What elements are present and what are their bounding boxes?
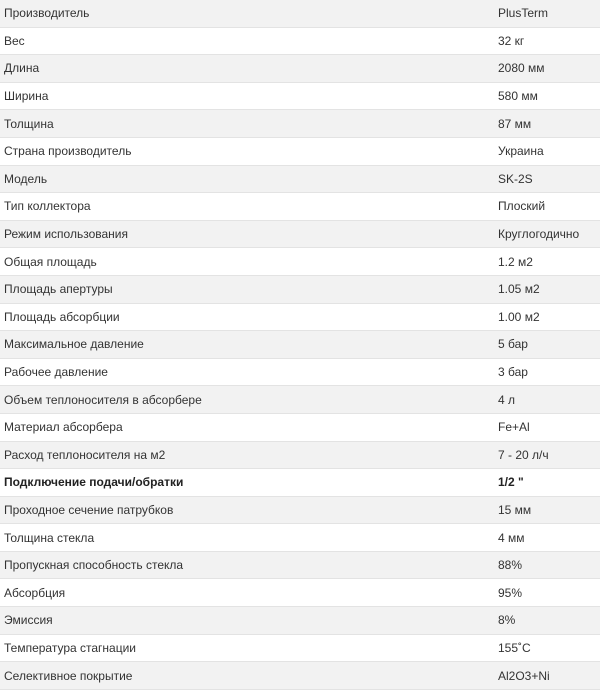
spec-row bbox=[0, 137, 600, 165]
spec-row bbox=[0, 331, 600, 359]
spec-name: Материал абсорбера bbox=[0, 413, 494, 441]
spec-name: Пропускная способность стекла bbox=[0, 551, 494, 579]
spec-name: Ширина bbox=[0, 82, 494, 110]
spec-value: 3 бар bbox=[494, 358, 600, 386]
spec-row bbox=[0, 0, 600, 27]
spec-name: Толщина стекла bbox=[0, 524, 494, 552]
spec-name: Подключение подачи/обратки bbox=[0, 469, 494, 497]
spec-name: Селективное покрытие bbox=[0, 662, 494, 690]
spec-row bbox=[0, 524, 600, 552]
spec-name: Максимальное давление bbox=[0, 331, 494, 359]
spec-value: 95% bbox=[494, 579, 600, 607]
spec-row bbox=[0, 634, 600, 662]
spec-name: Страна производитель bbox=[0, 137, 494, 165]
spec-name: Длина bbox=[0, 55, 494, 83]
spec-row bbox=[0, 607, 600, 635]
spec-value: Al2O3+Ni bbox=[494, 662, 600, 690]
spec-name: Вес bbox=[0, 27, 494, 55]
spec-value: PlusTerm bbox=[494, 0, 600, 27]
spec-row bbox=[0, 358, 600, 386]
spec-row bbox=[0, 55, 600, 83]
spec-value: Fe+Al bbox=[494, 413, 600, 441]
spec-value: 1/2 " bbox=[494, 469, 600, 497]
spec-name: Площадь апертуры bbox=[0, 275, 494, 303]
spec-value: 1.2 м2 bbox=[494, 248, 600, 276]
spec-value: 5 бар bbox=[494, 331, 600, 359]
spec-value: SK-2S bbox=[494, 165, 600, 193]
spec-value: 15 мм bbox=[494, 496, 600, 524]
spec-row bbox=[0, 496, 600, 524]
spec-value: 580 мм bbox=[494, 82, 600, 110]
spec-value: 8% bbox=[494, 607, 600, 635]
spec-name: Эмиссия bbox=[0, 607, 494, 635]
spec-row bbox=[0, 220, 600, 248]
spec-name: Температура стагнации bbox=[0, 634, 494, 662]
spec-value: 87 мм bbox=[494, 110, 600, 138]
spec-name: Общая площадь bbox=[0, 248, 494, 276]
spec-name: Площадь абсорбции bbox=[0, 303, 494, 331]
spec-row bbox=[0, 441, 600, 469]
spec-value: 4 л bbox=[494, 386, 600, 414]
spec-name: Режим использования bbox=[0, 220, 494, 248]
spec-name: Толщина bbox=[0, 110, 494, 138]
spec-name: Тип коллектора bbox=[0, 193, 494, 221]
spec-value: Украина bbox=[494, 137, 600, 165]
spec-value: 2080 мм bbox=[494, 55, 600, 83]
spec-name: Модель bbox=[0, 165, 494, 193]
spec-row bbox=[0, 27, 600, 55]
spec-row bbox=[0, 413, 600, 441]
spec-row bbox=[0, 386, 600, 414]
spec-value: 32 кг bbox=[494, 27, 600, 55]
spec-value: 1.05 м2 bbox=[494, 275, 600, 303]
spec-value: 4 мм bbox=[494, 524, 600, 552]
spec-name: Объем теплоносителя в абсорбере bbox=[0, 386, 494, 414]
spec-name: Проходное сечение патрубков bbox=[0, 496, 494, 524]
spec-name: Рабочее давление bbox=[0, 358, 494, 386]
spec-value: 7 - 20 л/ч bbox=[494, 441, 600, 469]
spec-value: 88% bbox=[494, 551, 600, 579]
spec-row bbox=[0, 662, 600, 690]
spec-name: Расход теплоносителя на м2 bbox=[0, 441, 494, 469]
spec-row bbox=[0, 303, 600, 331]
spec-row bbox=[0, 275, 600, 303]
spec-row bbox=[0, 551, 600, 579]
spec-name: Абсорбция bbox=[0, 579, 494, 607]
spec-row bbox=[0, 165, 600, 193]
spec-row bbox=[0, 82, 600, 110]
spec-row bbox=[0, 110, 600, 138]
spec-value: 155˚C bbox=[494, 634, 600, 662]
spec-row bbox=[0, 193, 600, 221]
spec-value: Плоский bbox=[494, 193, 600, 221]
spec-row bbox=[0, 248, 600, 276]
spec-row bbox=[0, 579, 600, 607]
spec-value: Круглогодично bbox=[494, 220, 600, 248]
spec-value: 1.00 м2 bbox=[494, 303, 600, 331]
spec-row-highlighted bbox=[0, 469, 600, 497]
spec-name: Производитель bbox=[0, 0, 494, 27]
